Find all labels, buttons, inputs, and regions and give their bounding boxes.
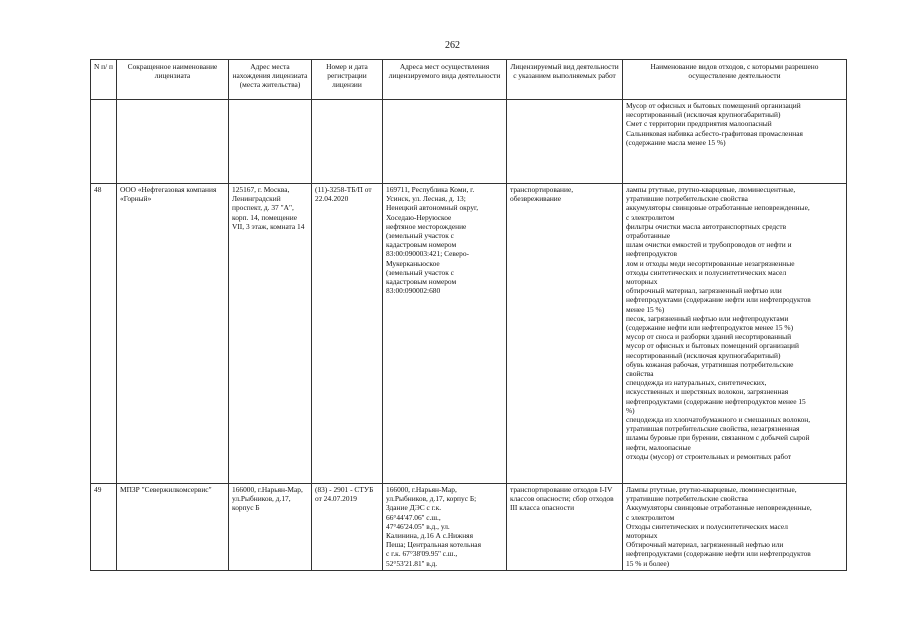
- waste-types-line: спецодежда из хлопчатобумажного и смешанных волокон,: [626, 415, 811, 425]
- activity-places-line: 52°53'21.81'' в.д.: [386, 558, 438, 568]
- waste-types-line: обувь кожаная рабочая, утратившая потребительские: [626, 359, 794, 369]
- waste-types-line: (содержание нефти или нефтепродуктов менее 15 %): [626, 323, 794, 333]
- licensee-address: 166000, г.Нарьян-Мар, ул.Рыбников, д.17, корпус Б: [229, 484, 312, 571]
- table-header-row: [91, 60, 847, 100]
- waste-types-line: обтирочный материал, загрязненный нефтью или: [626, 286, 782, 296]
- waste-types-line: фильтры очистки масла автотранспортных средств: [626, 221, 787, 231]
- waste-types-line: Сальниковая набивка асбесто-графитовая промасленная: [626, 128, 803, 138]
- license-number-date: (83) - 2901 - СТУБ от 24.07.2019: [312, 484, 383, 571]
- waste-types-line: 15 % и более): [626, 558, 670, 568]
- activity-places-line: с г.к. 67°38'09.95'' с.ш.,: [386, 549, 458, 559]
- activity-places: [383, 100, 507, 184]
- waste-types-line: искусственных и шерстяных волокон, загрязненная: [626, 387, 789, 397]
- licensee-address: [229, 100, 312, 184]
- license-number-date: [312, 100, 383, 184]
- activity-type: транспортирование отходов I-IV классов опасности; сбор отходов III класса опасности: [507, 484, 623, 571]
- waste-types-line: утратившие потребительские свойства: [626, 494, 748, 504]
- waste-types-line: утратившая потребительские свойства, незагрязненная: [626, 424, 800, 434]
- waste-types-line: Отходы синтетических и полусинтетических масел: [626, 521, 788, 531]
- waste-types-line: нефтепродуктами (содержание нефтепродуктов менее 15: [626, 396, 806, 406]
- waste-types-line: лом и отходы меди несортированные незагрязненные: [626, 258, 795, 268]
- waste-types-line: лампы ртутные, ртутно-кварцевые, люминесцентные,: [626, 185, 796, 194]
- header-licensee-address: Адрес места нахождения лицензиата (места жительства): [229, 60, 312, 100]
- waste-types: [623, 100, 847, 184]
- activity-places-line: 83:00:090003:421; Северо-: [386, 249, 469, 259]
- activity-places-line: кадастровым номером: [386, 277, 457, 287]
- waste-types-line: отработанные: [626, 231, 671, 241]
- waste-types-line: спецодежда из натуральных, синтетических,: [626, 378, 767, 388]
- waste-types-line: песок, загрязненный нефтью или нефтепродуктами: [626, 313, 789, 323]
- waste-types-line: нефтепродуктами (содержание нефти или нефтепродуктов: [626, 295, 811, 305]
- table-row: [91, 484, 847, 571]
- activity-places-line: Ненецкий автономный округ,: [386, 203, 479, 213]
- table-row: [91, 184, 847, 484]
- activity-places: [383, 184, 507, 484]
- header-waste-types: Наименование видов отходов, с которыми разрешено осуществление деятельности: [623, 60, 847, 100]
- row-number: [91, 100, 117, 184]
- waste-types-line: моторных: [626, 277, 658, 287]
- waste-types-line: (содержание масла менее 15 %): [626, 137, 726, 147]
- waste-types-line: Обтирочный материал, загрязненный нефтью или: [626, 540, 784, 550]
- activity-places-line: 83:00:090002:680: [386, 286, 441, 296]
- activity-places-line: (земельный участок с: [386, 267, 454, 277]
- activity-places-line: Мукерканьюское: [386, 258, 440, 268]
- licensee-name: ООО «Нефтегазовая компания «Горный»: [117, 184, 229, 484]
- activity-places-line: Здание ДЭС с г.к.: [386, 503, 442, 513]
- waste-types-line: шламы буровые при бурении, связанном с добычей сырой: [626, 433, 810, 443]
- waste-types-line: нефтепродуктов: [626, 249, 678, 259]
- activity-type: транспортирование, обезвреживание: [507, 184, 623, 484]
- waste-types-line: Мусор от офисных и бытовых помещений организаций: [626, 101, 801, 110]
- header-number: N п/ п: [91, 60, 117, 100]
- activity-places-line: 66°44'47.06'' с.ш.,: [386, 512, 441, 522]
- page-number: 262: [445, 40, 460, 51]
- waste-types: [623, 484, 847, 571]
- licensee-address: 125167, г. Москва, Ленинградский проспект, д. 37 "А", корп. 14, помещение VII, 3 этаж, комната 14: [229, 184, 312, 484]
- waste-types-line: нефти, малоопасные: [626, 442, 691, 452]
- waste-types-line: свойства: [626, 369, 654, 379]
- table-row: [91, 100, 847, 184]
- waste-types-line: менее 15 %): [626, 304, 665, 314]
- row-number: 48: [91, 184, 117, 484]
- license-number-date: (11)-3258-ТБ/П от 22.04.2020: [312, 184, 383, 484]
- waste-types-line: мусор от офисных и бытовых помещений организаций: [626, 341, 799, 351]
- activity-places-line: Хоседаю-Неруюское: [386, 212, 452, 222]
- activity-places-line: (земельный участок с: [386, 231, 454, 241]
- licensee-name: МПЗР "Севержилкомсервис": [117, 484, 229, 571]
- licensee-name: [117, 100, 229, 184]
- waste-types: [623, 184, 847, 484]
- waste-types-line: Лампы ртутные, ртутно-кварцевые, люминесцентные,: [626, 485, 797, 494]
- activity-places-line: нефтяное месторождение: [386, 221, 467, 231]
- activity-places-line: 169711, Республика Коми, г.: [386, 185, 475, 194]
- waste-types-line: Смет с территории предприятия малоопасный: [626, 119, 772, 129]
- waste-types-line: моторных: [626, 531, 658, 541]
- waste-types-line: с электролитом: [626, 512, 675, 522]
- header-licensee-name: Сокращенное наименование лицензиата: [117, 60, 229, 100]
- header-activity-type: Лицензируемый вид деятельности с указанием выполняемых работ: [507, 60, 623, 100]
- waste-types-line: Аккумуляторы свинцовые отработанные неповрежденные,: [626, 503, 812, 513]
- header-activity-places: Адреса мест осуществления лицензируемого вида деятельности: [383, 60, 507, 100]
- license-registry-table: [90, 59, 847, 571]
- activity-type: [507, 100, 623, 184]
- activity-places-line: 166000, г.Нарьян-Мар,: [386, 485, 457, 494]
- activity-places-line: 47°46'24.05'' в.д., ул.: [386, 521, 450, 531]
- waste-types-line: %): [626, 405, 635, 415]
- waste-types-line: несортированный (исключая крупногабаритный): [626, 350, 781, 360]
- activity-places-line: Усинск, ул. Лесная, д. 13;: [386, 194, 466, 204]
- row-number: 49: [91, 484, 117, 571]
- activity-places-line: кадастровым номером: [386, 240, 457, 250]
- waste-types-line: отходы (мусор) от строительных и ремонтных работ: [626, 451, 792, 461]
- header-license-number-date: Номер и дата регистрации лицензии: [312, 60, 383, 100]
- waste-types-line: с электролитом: [626, 212, 675, 222]
- activity-places-line: ул.Рыбников, д.17, корпус Б;: [386, 494, 477, 504]
- waste-types-line: несортированный (исключая крупногабаритный): [626, 110, 781, 120]
- waste-types-line: нефтепродуктами (содержание нефти или нефтепродуктов: [626, 549, 811, 559]
- activity-places-line: Пеша; Центральная котельная: [386, 540, 481, 550]
- activity-places: [383, 484, 507, 571]
- activity-places-line: Калинина, д.16 А с.Нижняя: [386, 531, 473, 541]
- waste-types-line: мусор от сноса и разборки зданий несортированный: [626, 332, 792, 342]
- waste-types-line: аккумуляторы свинцовые отработанные неповрежденные,: [626, 203, 810, 213]
- waste-types-line: отходы синтетических и полусинтетических масел: [626, 267, 787, 277]
- waste-types-line: шлам очистки емкостей и трубопроводов от нефти и: [626, 240, 792, 250]
- waste-types-line: утратившие потребительские свойства: [626, 194, 748, 204]
